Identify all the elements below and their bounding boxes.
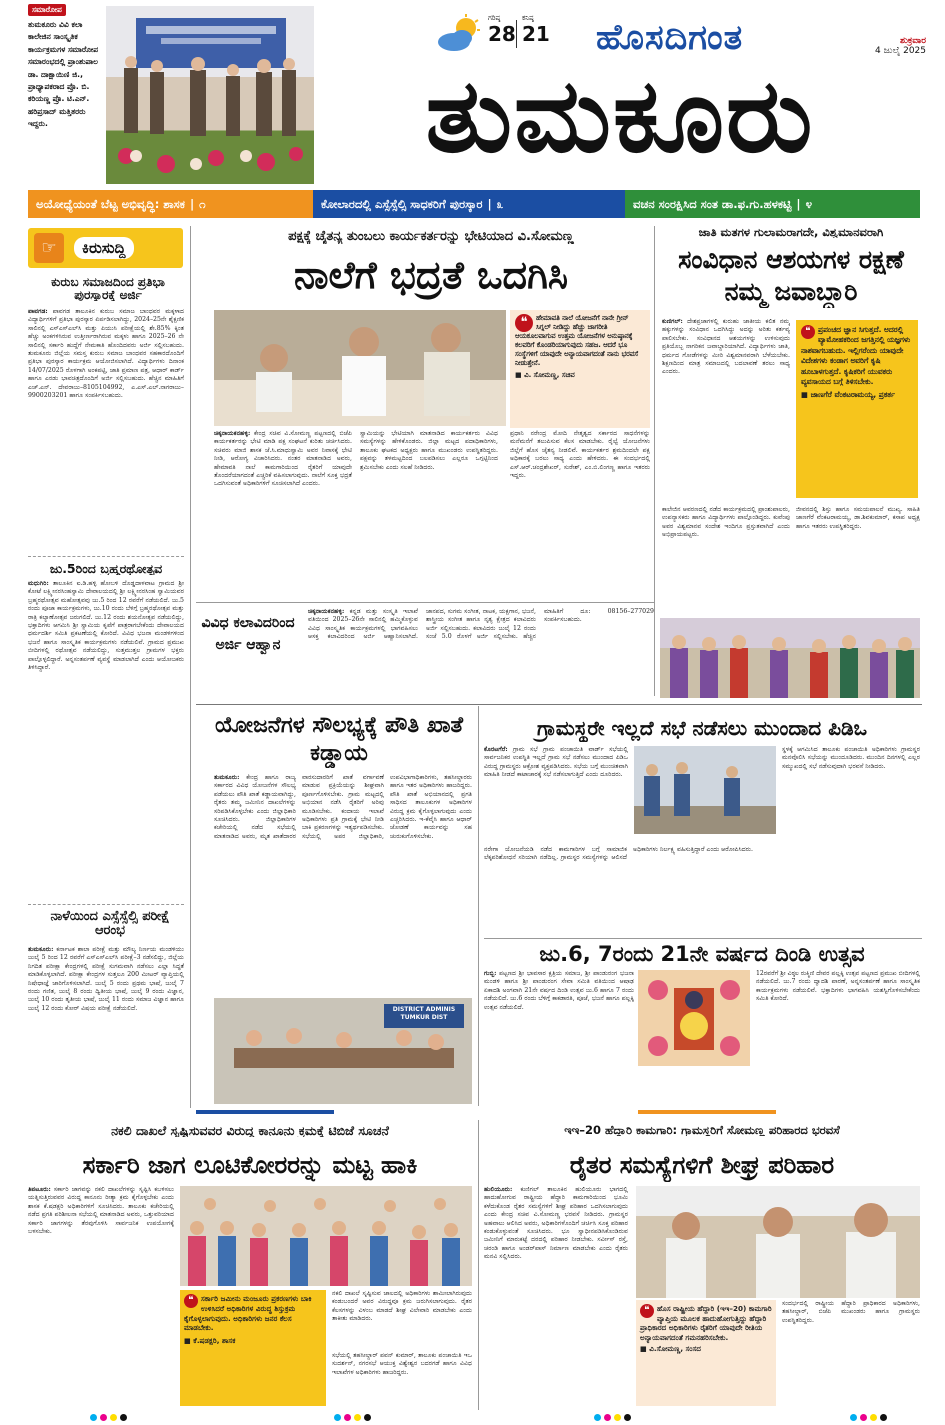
- right1-place: ಕುಣಿಗಲ್:: [662, 318, 683, 325]
- bottom-mid-rule: [478, 1120, 479, 1410]
- paper-name: ಹೊಸದಿಗಂತ: [596, 18, 744, 58]
- date: 4 ಜುಲೈ 2025: [875, 46, 926, 56]
- main-body-1: [214, 430, 352, 598]
- gram-body-1: [484, 746, 628, 842]
- bl-kicker: ನಕಲಿ ದಾಖಲೆ ಸೃಷ್ಟಿಸುವವರ ವಿರುದ್ಧ ಕಾನೂನು ಕ್ರಮಕ್ಕೆ ಟಿಬಿಜೆ ಸೂಚನೆ: [111, 1124, 389, 1138]
- left-a2-body: [28, 580, 184, 902]
- promo-page-2: ೩: [496, 196, 504, 211]
- main-photo: [214, 310, 506, 426]
- vividha-head: ವಿವಿಧ ಕಲಾವಿದರಿಂದ ಅರ್ಜಿ ಆಹ್ವಾನ: [201, 615, 295, 653]
- bl-quote-icon: ❝: [184, 1294, 198, 1308]
- samarop-text: ತುಮಕೂರು ವಿವಿ ಕಲಾ ಕಾಲೇಜಿನ ಸಾಂಸ್ಕೃತಿಕ ಕಾರ್ಯಕ್ರಮಗಳ ಸಮಾರೋಪ ಸಮಾರಂಭದಲ್ಲಿ ಪ್ರಾಂಶುಪಾಲ ಡಾ. ದಾಕ್ಷಾಯಿಣಿ ಜಿ., ಪ್ರಾಧ್ಯಾಪಕರಾದ ಪ್ರೊ. ಬಿ. ಕರಿಯಣ್ಣ ಪ್ರೊ. ಟಿ.ಎನ್. ಹರಿಪ್ರಸಾದ್ ಮತ್ತಿತರರು ಇದ್ದರು.: [28, 20, 99, 129]
- left-a2-place: ಮಧುಗಿರಿ:: [28, 580, 49, 587]
- dindi-top-rule: [484, 938, 922, 939]
- main-right-rule: [654, 226, 655, 696]
- left-a2-head: ಜು.5ರಿಂದ ಬ್ರಹ್ಮರಥೋತ್ಸವ: [49, 562, 163, 576]
- main-place: ಚಿಕ್ಕನಾಯಕನಹಳ್ಳಿ:: [214, 430, 251, 437]
- promo-text-1: ಅಯೋಧ್ಯೆಯಂತೆ ಬೆಟ್ಟ ಅಭಿವೃದ್ಧಿ: ಶಾಸಕ: [36, 196, 185, 211]
- right1-kicker: ಜಾತಿ ಮತಗಳ ಗುಲಾಮರಾಗದೇ, ವಿಶ್ವಮಾನವರಾಗಿ: [698, 226, 884, 239]
- bl-quote-by: ■ ಕೆ.ಷಡಕ್ಷರಿ, ಶಾಸಕ: [184, 1336, 236, 1346]
- registration-marks-right: [594, 1414, 631, 1421]
- right1-body-3: ಜೀವನದಲ್ಲಿ ಶಿಸ್ತು ಹಾಗೂ ಸಮಯಪಾಲನೆ ಮುಖ್ಯ. ಸಾಹಿತಿ ಜಾಣಗೆರೆ ವೆಂಕಟರಾಮಯ್ಯ, ಡಾ.ಶಿವಕುಮಾರ್, ಕಸಾಪ ಅಧ್ಯಕ್ಷ ಹಾಗೂ ಇತರರು ಉಪಸ್ಥಿತರಿದ್ದರು.: [796, 506, 920, 530]
- left-divider-1: [28, 556, 184, 557]
- bl-place: ತಿಪಟೂರು:: [28, 1186, 51, 1193]
- left-a1-text: ಪಾವಗಡ ತಾಲೂಕಿನ ಕುರುಬ ಸಮಾಜ ಬಾಂಧವರ ಮಕ್ಕಳಾದ ವಿದ್ಯಾರ್ಥಿಗಳಿಗೆ ಪ್ರತಿಭಾ ಪುರಸ್ಕಾರ ಏರ್ಪಡಿಸಲಾಗಿದ್ದು, 2024–25ನೇ ಶೈಕ್ಷಣಿಕ ಸಾಲಿನಲ್ಲಿ ಎಸ್ಎಸ್ಎಲ್‌ಸಿ ಮತ್ತು ಪಿಯುಸಿ ಪರೀಕ್ಷೆಯಲ್ಲಿ ಶೇ.85% ಕ್ಕಿಂತ ಹೆಚ್ಚು ಅಂಕಗಳಿಸಿರುವ ಉತ್ತೀರ್ಣರಾಗಿರುವ ಮಕ್ಕಳು ಹಾಗೂ 2025–26 ನೇ ಸಾಲಿನಲ್ಲಿ ಸರ್ಕಾರಿ ಹುದ್ದೆಗೆ ನೇಮಕಾತಿ ಹೊಂದಿದವರು ಅರ್ಜಿ ಸಲ್ಲಿಸಬಹುದು. ತುಮಕೂರು ಜಿಲ್ಲೆಯ ಸಮಸ್ತ ಕುರುಬ ಸಮಾಜ ಬಾಂಧವರ ಸಹಕಾರದೊಂದಿಗೆ ಪ್ರತಿಭಾ ಪುರಸ್ಕಾರ ಕಾರ್ಯಕ್ರಮ ಆಯೋಜಿಸಲಾಗಿದೆ. ವಿದ್ಯಾರ್ಥಿಗಳು ದಿನಾಂಕ 14/07/2025 ರೊಳಗಾಗಿ ಅಂಕಪಟ್ಟಿ, ಜಾತಿ ಪ್ರಮಾಣ ಪತ್ರ, ಆಧಾರ್ ಕಾರ್ಡ್ ಹಾಗೂ ಎರಡು ಭಾವಚಿತ್ರದೊಂದಿಗೆ ಅರ್ಜಿ ಸಲ್ಲಿಸಬಹುದು. ಹೆಚ್ಚಿನ ಮಾಹಿತಿಗೆ ಎಚ್.ಎನ್. ದೇವರಾಜು–8105104992, ಎ.ಎಸ್.ಎಲ್.ನಾಗರಾಜು–9900203201 ಹಾಗೂ ಸಂಪರ್ಕಿಸಬಹುದು.: [28, 308, 184, 400]
- yojane-body: [214, 774, 472, 994]
- accent-strip-orange: [638, 1110, 776, 1114]
- main-quote: ಹೇಮಾವತಿ ನಾಲೆ ಯೋಜನೆಗೆ ನಾನೇ ಗ್ರೀನ್ ಸಿಗ್ನಲ್ ನೀಡಿದ್ದು ಹೆಚ್ಚು ಜಾಗರೀತಿ ಆಯಕೂಲವಾಗುವ ಉತ್ತಮ ಯೋಜನೆಗಳ ಅನುಷ್ಠಾನಕ್ಕೆ ಕಲವರಿಗೆ ಕೊಂಡರಿಯಾಗುವುದು ಸಹಜ. ಆದರೆ ಭೂ ಸಂಸ್ಥೆಗಳಿಗೆ ಯಾವುದೇ ಅನ್ಯಾಯವಾಗದಂತೆ ನಾನು ಭರವಸೆ ನೀಡುತ್ತೇನೆ.: [515, 314, 639, 367]
- promo-bar: [28, 190, 920, 218]
- left-a1-body: [28, 308, 184, 552]
- vividha-body: [308, 608, 654, 700]
- br-kicker: ಇಇ–20 ಹೆದ್ದಾರಿ ಕಾಮಗಾರಿ: ಗ್ರಾಮಸ್ಥರಿಗೆ ಸೋಮಣ್ಣ ಪರಿಹಾರದ ಭರವಸೆ: [564, 1124, 840, 1137]
- left-a2-text: ತಾಲೂಕಿನ ಐ.ಡಿ.ಹಳ್ಳಿ ಹೋಬಳಿ ದೊಡ್ಡದಾಳವಾಟ ಗ್ರಾಮದ ಶ್ರೀ ಕೋಟೆ ಲಕ್ಷ್ಮೀನರಸಿಂಹಸ್ವಾಮಿ ದೇವಾಲಯದಲ್ಲಿ ಶ್ರೀ ಲಕ್ಷ್ಮೀನರಸಿಂಹ ಸ್ವಾಮಿಯವರ ಬ್ರಹ್ಮರಥೋತ್ಸವ ಮಹೋತ್ಸವವು ಜು.5 ರಿಂದ 12 ರವರೆಗೆ ನಡೆಯಲಿದೆ. ಜು.5 ರಂದು ಪೂಜಾ ಕಾರ್ಯಕ್ರಮಗಳು, ಜು.10 ರಂದು ಬೆಳಿಗ್ಗೆ ಬ್ರಹ್ಮರಥೋತ್ಸವ ಮತ್ತು ರಾತ್ರಿ ಕಲ್ಯಾಣೋತ್ಸವ ಜರುಗಲಿದೆ. ಜು.12 ರಂದು ಶಯನೋತ್ಸವ ನಡೆಯಲಿದ್ದು, ಭಕ್ತಾದಿಗಳು ಆಗಮಿಸಿ ಶ್ರೀ ಸ್ವಾಮಿಯ ಕೃಪೆಗೆ ಪಾತ್ರರಾಗಬೇಕೆಂದು ದೇವಾಲಯದ ಧರ್ಮದರ್ಶಿ ಸಮಿತಿ ಪ್ರಕಟಣೆಯಲ್ಲಿ ಕೋರಿದೆ. ವಿವಿಧ ಭಜನಾ ಮಂಡಳಿಗಳಿಂದ ಭಜನೆ ಹಾಗೂ ಸಾಂಸ್ಕೃತಿಕ ಕಾರ್ಯಕ್ರಮಗಳು ನಡೆಯಲಿವೆ. ಗ್ರಾಮದ ಪ್ರಮುಖ ಬೀದಿಗಳಲ್ಲಿ ರಥೋತ್ಸವ ನಡೆಯಲಿದ್ದು, ಸುತ್ತಮುತ್ತಲ ಗ್ರಾಮಗಳ ಭಕ್ತರು ಪಾಲ್ಗೊಳ್ಳಲಿದ್ದಾರೆ. ಅನ್ನಸಂತರ್ಪಣೆ ವ್ಯವಸ್ಥೆ ಮಾಡಲಾಗಿದೆ ಎಂದು ಆಯೋಜಕರು ತಿಳಿಸಿದ್ದಾರೆ.: [28, 580, 184, 672]
- bl-body-1-text: ಸರ್ಕಾರಿ ಜಾಗವನ್ನು ನಕಲಿ ದಾಖಲೆಗಳನ್ನು ಸೃಷ್ಟಿಸಿ ಕಬಳಿಸಲು ಯತ್ನಿಸುತ್ತಿರುವವರ ವಿರುದ್ಧ ಕಾನೂನು ರೀತ್ಯಾ ಕ್ರಮ ಕೈಗೊಳ್ಳಬೇಕು ಎಂದು ಶಾಸಕ ಕೆ.ಷಡಕ್ಷರಿ ಅಧಿಕಾರಿಗಳಿಗೆ ಸೂಚಿಸಿದರು. ತಾಲೂಕು ಕಚೇರಿಯಲ್ಲಿ ನಡೆದ ಪ್ರಗತಿ ಪರಿಶೀಲನಾ ಸಭೆಯಲ್ಲಿ ಮಾತನಾಡಿದ ಅವರು, ಒತ್ತುವರಿಯಾದ ಸರ್ಕಾರಿ ಜಾಗಗಳನ್ನು ತೆರವುಗೊಳಿಸಿ ಸಾರ್ವಜನಿಕ ಉಪಯೋಗಕ್ಕೆ ಬಳಸಬೇಕು.: [28, 1186, 174, 1236]
- br-body-1: [484, 1186, 628, 1406]
- promo-page-1: ೧: [199, 196, 206, 211]
- right1-body-2: ಕಾಲೇಜಿನ ಆವರಣದಲ್ಲಿ ನಡೆದ ಕಾರ್ಯಕ್ರಮದಲ್ಲಿ ಪ್ರಾಂಶುಪಾಲರು, ಉಪನ್ಯಾಸಕರು ಹಾಗೂ ವಿದ್ಯಾರ್ಥಿಗಳು ಪಾಲ್ಗೊಂಡಿದ್ದರು. ಕುವೆಂಪು ಅವರ ವಿಶ್ವಮಾನವ ಸಂದೇಶ ಇಂದಿಗೂ ಪ್ರಸ್ತುತವಾಗಿದೆ ಎಂದು ಅಭಿಪ್ರಾಯಪಟ್ಟರು.: [662, 506, 790, 539]
- vividha-top-rule: [196, 602, 654, 603]
- br-quote-icon: ❝: [640, 1304, 654, 1318]
- yojane-photo: [214, 998, 472, 1104]
- br-quote: ಹೊಸ ರಾಷ್ಟ್ರೀಯ ಹೆದ್ದಾರಿ (ಇಇ–20) ಕಾಮಗಾರಿ ವ್ಯಾಪ್ತಿಯ ಮೂಲಕ ಹಾದುಹೋಗುತ್ತಿದ್ದು ಹೆದ್ದಾರಿ ಪ್ರಾಧಿಕಾರದ ಅಧಿಕಾರಿಗಳು ರೈತರಿಗೆ ಯಾವುದೇ ರೀತಿಯ ಅನ್ಯಾಯವಾಗದಂತೆ ಗಮನಹರಿಸಬೇಕು.: [640, 1304, 772, 1342]
- main-quote-by-text: ವಿ. ಸೋಮಣ್ಣ, ಸಚಿವ: [524, 371, 575, 379]
- vividha-text: ಕನ್ನಡ ಮತ್ತು ಸಂಸ್ಕೃತಿ ಇಲಾಖೆ ವತಿಯಿಂದ 2025–26ನೇ ಸಾಲಿನಲ್ಲಿ ಹಮ್ಮಿಕೊಳ್ಳುವ ವಿವಿಧ ಸಾಂಸ್ಕೃತಿಕ ಕಾರ್ಯಕ್ರಮಗಳಲ್ಲಿ ಭಾಗವಹಿಸಲು ಆಸಕ್ತ ಕಲಾವಿದರಿಂದ ಅರ್ಜಿ ಆಹ್ವಾನಿಸಲಾಗಿದೆ. ಜಾನಪದ, ಸುಗಮ ಸಂಗೀತ, ನಾಟಕ, ಯಕ್ಷಗಾನ, ಭಜನೆ, ಶಾಸ್ತ್ರೀಯ ಸಂಗೀತ ಹಾಗೂ ನೃತ್ಯ ಕ್ಷೇತ್ರದ ಕಲಾವಿದರು ಅರ್ಜಿ ಸಲ್ಲಿಸಬಹುದು. ಕಲಾವಿದರು ಜುಲೈ 12 ರಂದು ಸಂಜೆ 5.0 ರೊಳಗೆ ಅರ್ಜಿ ಸಲ್ಲಿಸಬೇಕು. ಹೆಚ್ಚಿನ ಮಾಹಿತಿಗೆ ದೂ: 08156–277029 ಸಂಪರ್ಕಿಸಬಹುದು.: [308, 608, 654, 641]
- bl-quote-box: [180, 1290, 326, 1406]
- bl-body-2: ನಕಲಿ ದಾಖಲೆ ಸೃಷ್ಟಿಸುವ ಜಾಲದಲ್ಲಿ ಅಧಿಕಾರಿಗಳು ಶಾಮೀಲಾಗಿರುವುದು ಕಂಡುಬಂದರೆ ಅವರ ವಿರುದ್ಧವೂ ಕ್ರಮ ಜರುಗಿಸಲಾಗುವುದು. ರೈತರ ಕೆಲಸಗಳನ್ನು ವಿಳಂಬ ಮಾಡದೆ ಶೀಘ್ರ ವಿಲೇವಾರಿ ಮಾಡಬೇಕು ಎಂದು ತಾಕೀತು ಮಾಡಿದರು.: [332, 1290, 472, 1323]
- mid-rule: [196, 704, 922, 705]
- left-a3-head: ನಾಳೆಯಿಂದ ಎಸ್ಸೆಸ್ಸೆಲ್ಸಿ ಪರೀಕ್ಷೆ ಆರಂಭ: [50, 910, 170, 938]
- quote-icon: ❝: [515, 314, 533, 332]
- weather-max-label: ಗರಿಷ್ಠ: [488, 14, 501, 22]
- yojane-photo-sign: DISTRICT ADMINIS TUMKUR DIST: [392, 1006, 456, 1021]
- main-kicker: ಪಕ್ಷಕ್ಕೆ ಚೈತನ್ಯ ತುಂಬಲು ಕಾರ್ಯಕರ್ತರನ್ನು ಭೇಟಿಯಾದ ವಿ.ಸೋಮಣ್ಣ: [288, 230, 574, 244]
- right1-quote: ಪ್ರಪಂಚದ ಜ್ಞಾನ ಸಿಗುತ್ತದೆ. ಅದರಲ್ಲಿ ವ್ಯಾಮೋಹಕರಿಂದ ಜಗತ್ತಿನಲ್ಲಿ ಯಜ್ಞಗಳು ನಾಶವಾಗಬಹುದು. ಇಲ್ಲಿಗರೆಂದು ಯಾವುದೇ ವಿದೇಶಗಳು ಕಂಡಾಗ ಅವರಿಗೆ ಕೃಷಿ ಹೂಬಾಳಗುತ್ತದೆ. ಕೃಷಿಕರಿಗೆ ಯುವಕರು ವ್ಯವಸಾಯದ ಬಗ್ಗೆ ತಿಳಿಸಬೇಕು.: [801, 325, 911, 387]
- promo-item-1[interactable]: ಅಯೋಧ್ಯೆಯಂತೆ ಬೆಟ್ಟ ಅಭಿವೃದ್ಧಿ: ಶಾಸಕ | ೧: [28, 190, 313, 218]
- promo-item-3[interactable]: ವಚನ ಸಂರಕ್ಷಿಸಿದ ಸಂತ ಡಾ.ಫ.ಗು.ಹಳಕಟ್ಟಿ | ೪: [625, 190, 920, 218]
- weather-max: 28: [488, 22, 516, 46]
- city-title: ತುಮಕೂರು: [425, 57, 815, 176]
- left-a3-place: ತುಮಕೂರು:: [28, 946, 54, 953]
- promo-item-2[interactable]: ಕೋಲಾರದಲ್ಲಿ ಎಸ್ಸೆಸ್ಸೆಲ್ಸಿ ಸಾಧಕರಿಗೆ ಪುರಸ್ಕಾರ | ೩: [313, 190, 625, 218]
- dindi-head: ಜು.6, 7ರಂದು 21ನೇ ವರ್ಷದ ದಿಂಡಿ ಉತ್ಸವ: [539, 942, 865, 966]
- main-body-2: ಸ್ವಾಮಿಯನ್ನು ಭೇಟಿಯಾಗಿ ಮಾತನಾಡಿದ ಕಾರ್ಯಕರ್ತರು ವಿವಿಧ ಸಮಸ್ಯೆಗಳನ್ನು ಹೇಳಿಕೊಂಡರು. ಜಿಲ್ಲಾ ಮಟ್ಟದ ಪದಾಧಿಕಾರಿಗಳು, ತಾಲೂಕು ಘಟಕದ ಅಧ್ಯಕ್ಷರು ಹಾಗೂ ಮುಖಂಡರು ಉಪಸ್ಥಿತರಿದ್ದರು. ಪಕ್ಷವನ್ನು ತಳಮಟ್ಟದಿಂದ ಬಲಪಡಿಸಲು ಎಲ್ಲರೂ ಒಗ್ಗಟ್ಟಿನಿಂದ ಶ್ರಮಿಸಬೇಕು ಎಂದು ಸಲಹೆ ನೀಡಿದರು.: [360, 430, 498, 471]
- left-divider-2: [28, 904, 184, 905]
- yojane-text: ಕೇಂದ್ರ ಹಾಗೂ ರಾಜ್ಯ ಸರ್ಕಾರದ ವಿವಿಧ ಯೋಜನೆಗಳ ಸೌಲಭ್ಯ ಪಡೆಯಲು ಪೌತಿ ಖಾತೆ ಕಡ್ಡಾಯವಾಗಿದ್ದು, ರೈತರು ತಮ್ಮ ಜಮೀನಿನ ದಾಖಲೆಗಳನ್ನು ಸರಿಪಡಿಸಿಕೊಳ್ಳಬೇಕು ಎಂದು ಜಿಲ್ಲಾಧಿಕಾರಿ ಸೂಚಿಸಿದರು. ಜಿಲ್ಲಾಧಿಕಾರಿಗಳ ಕಚೇರಿಯಲ್ಲಿ ನಡೆದ ಸಭೆಯಲ್ಲಿ ಮಾತನಾಡಿದ ಅವರು, ಮೃತ ಖಾತೆದಾರರ ವಾರಸುದಾರರಿಗೆ ಖಾತೆ ವರ್ಗಾವಣೆ ಮಾಡುವ ಪ್ರಕ್ರಿಯೆಯನ್ನು ಶೀಘ್ರವಾಗಿ ಪೂರ್ಣಗೊಳಿಸಬೇಕು. ಗ್ರಾಮ ಮಟ್ಟದಲ್ಲಿ ಅಭಿಯಾನ ನಡೆಸಿ ರೈತರಿಗೆ ಅರಿವು ಮೂಡಿಸಬೇಕು. ಕಂದಾಯ ಇಲಾಖೆ ಅಧಿಕಾರಿಗಳು ಪ್ರತಿ ಗ್ರಾಮಕ್ಕೆ ಭೇಟಿ ನೀಡಿ ಬಾಕಿ ಪ್ರಕರಣಗಳನ್ನು ಇತ್ಯರ್ಥಪಡಿಸಬೇಕು. ಸಭೆಯಲ್ಲಿ ಅಪರ ಜಿಲ್ಲಾಧಿಕಾರಿ, ಉಪವಿಭಾಗಾಧಿಕಾರಿಗಳು, ತಹಸೀಲ್ದಾರರು ಹಾಗೂ ಇತರ ಅಧಿಕಾರಿಗಳು ಹಾಜರಿದ್ದರು. ಪೌತಿ ಖಾತೆ ಅಭಿಯಾನದಲ್ಲಿ ಪ್ರಗತಿ ಸಾಧಿಸದ ತಾಲೂಕುಗಳ ಅಧಿಕಾರಿಗಳ ವಿರುದ್ಧ ಕ್ರಮ ಕೈಗೊಳ್ಳಲಾಗುವುದು ಎಂದು ಎಚ್ಚರಿಸಿದರು. ಇ-ಕೆವೈಸಿ ಹಾಗೂ ಆಧಾರ್ ಜೋಡಣೆ ಕಾರ್ಯವನ್ನು ಸಹ ಚುರುಕುಗೊಳಿಸಬೇಕು.: [214, 774, 472, 840]
- weather-cloud-sun-icon: [436, 14, 482, 54]
- weather-min-label: ಕನಿಷ್ಠ: [522, 14, 534, 22]
- registration-marks-left: [90, 1414, 127, 1421]
- br-head: ರೈತರ ಸಮಸ್ಯೆಗಳಿಗೆ ಶೀಘ್ರ ಪರಿಹಾರ: [569, 1151, 835, 1179]
- right1-quote-by: ■ ಜಾಣಗೆರೆ ವೆಂಕಟರಾಮಯ್ಯ, ಪ್ರಕರ್ತ: [801, 390, 895, 400]
- right1-head: ಸಂವಿಧಾನ ಆಶಯಗಳ ರಕ್ಷಣೆ ನಮ್ಮ ಜವಾಬ್ದಾರಿ: [678, 245, 904, 306]
- yojane-place: ತುಮಕೂರು:: [214, 774, 240, 781]
- br-quote-by: ■ ವಿ.ಸೋಮಣ್ಣ, ಸಂಸದ: [640, 1344, 702, 1354]
- left-a3-text: ಕರ್ನಾಟಕ ಶಾಲಾ ಪರೀಕ್ಷೆ ಮತ್ತು ಮೌಲ್ಯ ನಿರ್ಣಯ ಮಂಡಳಿಯು ಜುಲೈ 5 ರಿಂದ 12 ರವರೆಗೆ ಎಸ್‌ಎಸ್‌ಎಲ್‌ಸಿ ಪರೀಕ್ಷೆ–3 ನಡೆಸಲಿದ್ದು, ಜಿಲ್ಲೆಯ ನಿಗದಿತ ಪರೀಕ್ಷಾ ಕೇಂದ್ರಗಳಲ್ಲಿ ಪರೀಕ್ಷೆ ಸುಗಮವಾಗಿ ನಡೆಸಲು ಎಲ್ಲಾ ಸಿದ್ಧತೆ ಮಾಡಿಕೊಳ್ಳಲಾಗಿದೆ. ಪರೀಕ್ಷಾ ಕೇಂದ್ರಗಳ ಸುತ್ತಲೂ 200 ಮೀಟರ್ ವ್ಯಾಪ್ತಿಯಲ್ಲಿ ನಿಷೇಧಾಜ್ಞೆ ಜಾರಿಗೊಳಿಸಲಾಗಿದೆ. ಜುಲೈ 5 ರಂದು ಪ್ರಥಮ ಭಾಷೆ, ಜುಲೈ 7 ರಂದು ಗಣಿತ, ಜುಲೈ 8 ರಂದು ದ್ವಿತೀಯ ಭಾಷೆ, ಜುಲೈ 9 ರಂದು ವಿಜ್ಞಾನ, ಜುಲೈ 10 ರಂದು ತೃತೀಯ ಭಾಷೆ, ಜುಲೈ 11 ರಂದು ಸಮಾಜ ವಿಜ್ಞಾನ ಹಾಗೂ ಜುಲೈ 12 ರಂದು ಕೋರ್ ವಿಷಯ ಪರೀಕ್ಷೆ ನಡೆಯಲಿದೆ.: [28, 946, 184, 1012]
- promo-text-2: ಕೋಲಾರದಲ್ಲಿ ಎಸ್ಸೆಸ್ಸೆಲ್ಸಿ ಸಾಧಕರಿಗೆ ಪುರಸ್ಕಾರ: [321, 196, 483, 211]
- gram-body-1-text: ಗ್ರಾಮ ಸಭೆ ಗ್ರಾಮ ಪಂಚಾಯಿತಿ ವಾರ್ಡ್ ಸಭೆಯಲ್ಲಿ ಸಾರ್ವಜನಿಕರ ಉಪಸ್ಥಿತಿ ಇಲ್ಲದೆ ಗ್ರಾಮ ಸಭೆ ನಡೆಸಲು ಮುಂದಾದ ಪಿಡಿಒ ವಿರುದ್ಧ ಗ್ರಾಮಸ್ಥರು ಆಕ್ರೋಶ ವ್ಯಕ್ತಪಡಿಸಿದರು. ಸಭೆಯ ಬಗ್ಗೆ ಮುಂಚಿತವಾಗಿ ಮಾಹಿತಿ ನೀಡದೆ ಕಾಟಾಚಾರಕ್ಕೆ ಸಭೆ ನಡೆಸಲಾಗುತ್ತಿದೆ ಎಂದು ದೂರಿದರು.: [484, 746, 628, 779]
- right1-body-1-text: ದೇಶಪ್ರಜಾಗಳಲ್ಲಿ ಕುರುಹು ಜಾತೀಯ ಕಲಿತ ನಮ್ಮ ಹಕ್ಕುಗಳನ್ನು ಸಂವಿಧಾನ ಒದಗಿಸಿದ್ದು ಅದನ್ನು ಅರಿತು ಕರ್ತವ್ಯ ಪಾಲಿಸಬೇಕು. ಸಂವಿಧಾನದ ಆಶಯಗಳನ್ನು ಉಳಿಸುವುದು ಪ್ರತಿಯೊಬ್ಬ ನಾಗರಿಕನ ಜವಾಬ್ದಾರಿಯಾಗಿದೆ. ವಿದ್ಯಾರ್ಥಿಗಳು ಜಾತಿ, ಧರ್ಮದ ಗೋಡೆಗಳನ್ನು ಮೀರಿ ವಿಶ್ವಮಾನವರಾಗಿ ಬೆಳೆಯಬೇಕು. ಶಿಕ್ಷಣದಿಂದ ಮಾತ್ರ ಸಮಾಜದಲ್ಲಿ ಬದಲಾವಣೆ ತರಲು ಸಾಧ್ಯ ಎಂದರು.: [662, 318, 790, 376]
- dindi-body-2: 12ರವರೆಗೆ ಶ್ರೀ ವಿಠ್ಠಲ ರುಕ್ಮಿಣಿ ದೇವರ ಪಲ್ಲಕ್ಕಿ ಉತ್ಸವ ಪಟ್ಟಣದ ಪ್ರಮುಖ ಬೀದಿಗಳಲ್ಲಿ ನಡೆಯಲಿದೆ. ಜು.7 ರಂದು ದ್ವಾದಶಿ ಪಾರಣೆ, ಅನ್ನಸಂತರ್ಪಣೆ ಹಾಗೂ ಸಾಂಸ್ಕೃತಿಕ ಕಾರ್ಯಕ್ರಮಗಳು ನಡೆಯಲಿವೆ. ಭಕ್ತಾದಿಗಳು ಭಾಗವಹಿಸಿ ಯಶಸ್ವಿಗೊಳಿಸಬೇಕೆಂದು ಸಮಿತಿ ಕೋರಿದೆ.: [756, 970, 920, 1003]
- gram-body-2: ನರೇಗಾ ಯೋಜನೆಯಡಿ ನಡೆದ ಕಾಮಗಾರಿಗಳ ಬಗ್ಗೆ ಸಾಮಾಜಿಕ ಲೆಕ್ಕಪರಿಶೋಧನೆ ಸರಿಯಾಗಿ ನಡೆದಿಲ್ಲ. ಗ್ರಾಮಸ್ಥರ ಸಮಸ್ಯೆಗಳನ್ನು ಆಲಿಸದೆ ಅಧಿಕಾರಿಗಳು ನಿರ್ಲಕ್ಷ್ಯ ವಹಿಸುತ್ತಿದ್ದಾರೆ ಎಂದು ಆರೋಪಿಸಿದರು.: [484, 846, 753, 862]
- main-quote-by: ■ ವಿ. ಸೋಮಣ್ಣ, ಸಚಿವ: [515, 371, 575, 379]
- br-body-2-text: ಭೂ ಸ್ವಾಧೀನಪಡಿಸಿಕೊಂಡಿರುವ ಜಮೀನಿಗೆ ಮಾರುಕಟ್ಟೆ ದರದಲ್ಲಿ ಪರಿಹಾರ ನೀಡಬೇಕು. ಸರ್ವೀಸ್ ರಸ್ತೆ, ಚರಂಡಿ ಹಾಗೂ ಅಂಡರ್‌ಪಾಸ್ ನಿರ್ಮಾಣ ಮಾಡಬೇಕು ಎಂದು ರೈತರು ಮನವಿ ಸಲ್ಲಿಸಿದರು.: [484, 1228, 628, 1261]
- dindi-place: ಗುಬ್ಬಿ:: [484, 970, 497, 977]
- samarop-photo: [106, 6, 314, 184]
- br-body-1-text: ಕುಣಿಗಲ್ ತಾಲೂಕಿನ ಹುಲಿಯೂರು ಭಾಗದಲ್ಲಿ ಹಾದುಹೋಗುವ ರಾಷ್ಟ್ರೀಯ ಹೆದ್ದಾರಿ ಕಾಮಗಾರಿಯಿಂದ ಭೂಮಿ ಕಳೆದುಕೊಂಡ ರೈತರ ಸಮಸ್ಯೆಗಳಿಗೆ ಶೀಘ್ರ ಪರಿಹಾರ ಒದಗಿಸಲಾಗುವುದು ಎಂದು ಕೇಂದ್ರ ಸಚಿವ ವಿ.ಸೋಮಣ್ಣ ಭರವಸೆ ನೀಡಿದರು. ಗ್ರಾಮಸ್ಥರ ಅಹವಾಲು ಆಲಿಸಿದ ಅವರು, ಅಧಿಕಾರಿಗಳೊಂದಿಗೆ ಚರ್ಚಿಸಿ ಸೂಕ್ತ ಪರಿಹಾರ ಕಂಡುಕೊಳ್ಳುವಂತೆ ಸೂಚಿಸಿದರು.: [484, 1186, 628, 1236]
- samarop-tag: ಸಮಾರೋಪ: [28, 4, 66, 16]
- bl-quote: ಸರ್ಕಾರಿ ಜಮೀನು ಮಂಜೂರು ಪ್ರಕರಣಗಳು ಬಾಕಿ ಉಳಿಸಿದರೆ ಅಧಿಕಾರಿಗಳ ವಿರುದ್ಧ ಶಿಸ್ತುಕ್ರಮ ಕೈಗೊಳ್ಳಲಾಗುವುದು. ಅಧಿಕಾರಿಗಳು ಜನರ ಕೆಲಸ ಮಾಡಬೇಕು.: [184, 1294, 312, 1333]
- gram-head: ಗ್ರಾಮಸ್ಥರೇ ಇಲ್ಲದೆ ಸಭೆ ನಡೆಸಲು ಮುಂದಾದ ಪಿಡಿಒ: [536, 716, 868, 740]
- main-body-1-text: ಕೇಂದ್ರ ಸಚಿವ ವಿ.ಸೋಮಣ್ಣ ಪಟ್ಟಣದಲ್ಲಿ ಬಿಜೆಪಿ ಕಾರ್ಯಕರ್ತರನ್ನು ಭೇಟಿ ಮಾಡಿ ಪಕ್ಷ ಸಂಘಟನೆ ಕುರಿತು ಚರ್ಚಿಸಿದರು. ಸಚಿವರು ಮಾಜಿ ಶಾಸಕ ಜೆ.ಸಿ.ಮಾಧುಸ್ವಾಮಿ ಅವರ ನಿವಾಸಕ್ಕೆ ಭೇಟಿ ನೀಡಿ, ಆರೋಗ್ಯ ವಿಚಾರಿಸಿದರು. ನಂತರ ಮಾತನಾಡಿದ ಅವರು, ಹೇಮಾವತಿ ನಾಲೆ ಕಾಮಗಾರಿಯಿಂದ ರೈತರಿಗೆ ಯಾವುದೇ ತೊಂದರೆಯಾಗದಂತೆ ಎಚ್ಚರಿಕೆ ವಹಿಸಲಾಗುವುದು. ನಾಲೆಗೆ ಸೂಕ್ತ ಭದ್ರತೆ ಒದಗಿಸುವಂತೆ ಅಧಿಕಾರಿಗಳಿಗೆ ಸೂಚಿಸಲಾಗಿದೆ ಎಂದರು.: [214, 430, 352, 488]
- gram-place: ಕೊರಟಗೆರೆ:: [484, 746, 508, 753]
- bl-body-3: ಸಭೆಯಲ್ಲಿ ತಹಸೀಲ್ದಾರ್ ಪವನ್ ಕುಮಾರ್, ತಾಲೂಕು ಪಂಚಾಯಿತಿ ಇಒ ಸುದರ್ಶನ್, ನಗರಸಭೆ ಆಯುಕ್ತ ವಿಶ್ವೇಶ್ವರ ಬದರಗಡೆ ಹಾಗೂ ವಿವಿಧ ಇಲಾಖೆಗಳ ಅಧಿಕಾರಿಗಳು ಹಾಜರಿದ್ದರು.: [332, 1352, 472, 1376]
- right1-body-1: [662, 318, 790, 502]
- weather-divider: [516, 20, 517, 48]
- hand-icon: ☞: [34, 233, 64, 263]
- right1-quote-by-text: ಜಾಣಗೆರೆ ವೆಂಕಟರಾಮಯ್ಯ, ಪ್ರಕರ್ತ: [810, 390, 895, 400]
- br-photo: [636, 1186, 920, 1298]
- right1-quote-box: [796, 320, 918, 498]
- brief-header: [28, 228, 183, 268]
- gram-body-3: ಸ್ಥಳಕ್ಕೆ ಆಗಮಿಸಿದ ತಾಲೂಕು ಪಂಚಾಯಿತಿ ಅಧಿಕಾರಿಗಳು ಗ್ರಾಮಸ್ಥರ ಮನವೊಲಿಸಿ ಸಭೆಯನ್ನು ಮುಂದೂಡಿದರು. ಮುಂದಿನ ದಿನಗಳಲ್ಲಿ ಎಲ್ಲರ ಸಮ್ಮುಖದಲ್ಲಿ ಸಭೆ ನಡೆಸುವುದಾಗಿ ಭರವಸೆ ನೀಡಿದರು.: [782, 746, 920, 770]
- bl-quote-by-text: ಕೆ.ಷಡಕ್ಷರಿ, ಶಾಸಕ: [193, 1336, 236, 1346]
- left-col-rule: [190, 226, 191, 1108]
- br-body-3: ಸಂದರ್ಭದಲ್ಲಿ ರಾಷ್ಟ್ರೀಯ ಹೆದ್ದಾರಿ ಪ್ರಾಧಿಕಾರದ ಅಧಿಕಾರಿಗಳು, ತಹಸೀಲ್ದಾರ್, ಬಿಜೆಪಿ ಮುಖಂಡರು ಹಾಗೂ ಗ್ರಾಮಸ್ಥರು ಉಪಸ್ಥಿತರಿದ್ದರು.: [782, 1300, 920, 1324]
- main-body-3: ಪ್ರಧಾನಿ ನರೇಂದ್ರ ಮೋದಿ ನೇತೃತ್ವದ ಸರ್ಕಾರದ ಸಾಧನೆಗಳನ್ನು ಮನೆಮನೆಗೆ ತಲುಪಿಸುವ ಕೆಲಸ ಮಾಡಬೇಕು. ರೈಲ್ವೆ ಯೋಜನೆಗಳು ಜಿಲ್ಲೆಗೆ ಹೊಸ ಚೈತನ್ಯ ನೀಡಲಿವೆ. ಕಾರ್ಯಕರ್ತರ ಶ್ರಮದಿಂದಲೇ ಪಕ್ಷ ಅಧಿಕಾರಕ್ಕೆ ಬರಲು ಸಾಧ್ಯ ಎಂದು ಹೇಳಿದರು. ಈ ಸಂದರ್ಭದಲ್ಲಿ ಎಸ್.ಆರ್.ಚಂದ್ರಶೇಖರ್, ಸುರೇಶ್, ಎಂ.ಬಿ.ಲಿಂಗಣ್ಣ ಹಾಗೂ ಇತರರು ಇದ್ದರು.: [510, 430, 650, 480]
- dindi-body-1: [484, 970, 634, 1106]
- brief-label: ಕಿರುಸುದ್ದಿ: [74, 237, 134, 259]
- accent-strip-blue: [196, 1110, 334, 1114]
- br-quote-by-text: ವಿ.ಸೋಮಣ್ಣ, ಸಂಸದ: [649, 1344, 702, 1354]
- left-a3-body: [28, 946, 184, 1106]
- registration-marks-far: [850, 1414, 887, 1421]
- right1-photo: [660, 618, 920, 698]
- right1-quote-icon: ❝: [801, 325, 815, 339]
- promo-page-3: ೪: [805, 196, 813, 211]
- weather-min: 21: [522, 22, 550, 46]
- dindi-photo: [638, 970, 750, 1066]
- yojane-right-rule: [478, 706, 479, 1106]
- left-a1-place: ಪಾವಗಡ:: [28, 308, 48, 315]
- br-quote-box: [636, 1300, 776, 1406]
- bl-photo: [180, 1186, 472, 1286]
- registration-marks-mid: [334, 1414, 371, 1421]
- yojane-head: ಯೋಜನೆಗಳ ಸೌಲಭ್ಯಕ್ಕೆ ಪೌತಿ ಖಾತೆ ಕಡ್ಡಾಯ: [214, 713, 464, 766]
- br-place: ಹುಲಿಯೂರು:: [484, 1186, 513, 1193]
- dindi-body-1-text: ಪಟ್ಟಣದ ಶ್ರೀ ಭಾವಸಾರ ಕ್ಷತ್ರಿಯ ಸಮಾಜ, ಶ್ರೀ ಪಾಂಡುರಂಗ ಭಜನಾ ಮಂಡಳಿ ಹಾಗೂ ಶ್ರೀ ಪಾಂಡುರಂಗ ಸೇವಾ ಸಮಿತಿ ವತಿಯಿಂದ ಆಷಾಢ ಏಕಾದಶಿ ಅಂಗವಾಗಿ 21ನೇ ವರ್ಷದ ದಿಂಡಿ ಉತ್ಸವ ಜು.6 ಹಾಗೂ 7 ರಂದು ನಡೆಯಲಿದೆ. ಜು.6 ರಂದು ಬೆಳಿಗ್ಗೆ ಕಾಕಡಾರತಿ, ಪೂಜೆ, ಭಜನೆ ಹಾಗೂ ಪಲ್ಲಕ್ಕಿ ಉತ್ಸವ ನಡೆಯಲಿದೆ.: [484, 970, 634, 1011]
- day: ಶುಕ್ರವಾರ: [900, 36, 926, 46]
- vividha-place: ಚಿಕ್ಕನಾಯಕನಹಳ್ಳಿ:: [308, 608, 345, 615]
- main-quote-box: [510, 310, 650, 428]
- left-a1-head: ಕುರುಬ ಸಮಾಜದಿಂದ ಪ್ರತಿಭಾ ಪುರಸ್ಕಾರಕ್ಕೆ ಅರ್ಜಿ: [51, 276, 165, 302]
- promo-text-3: ವಚನ ಸಂರಕ್ಷಿಸಿದ ಸಂತ ಡಾ.ಫ.ಗು.ಹಳಕಟ್ಟಿ: [633, 196, 792, 211]
- samarop-box: [28, 4, 104, 184]
- gram-photo: [634, 746, 776, 834]
- bl-body-1: [28, 1186, 174, 1406]
- bl-head: ಸರ್ಕಾರಿ ಜಾಗ ಲೂಟಿಕೋರರನ್ನು ಮಟ್ಟ ಹಾಕಿ: [82, 1151, 418, 1179]
- main-head: ನಾಲೆಗೆ ಭದ್ರತೆ ಒದಗಿಸಿ: [293, 253, 569, 297]
